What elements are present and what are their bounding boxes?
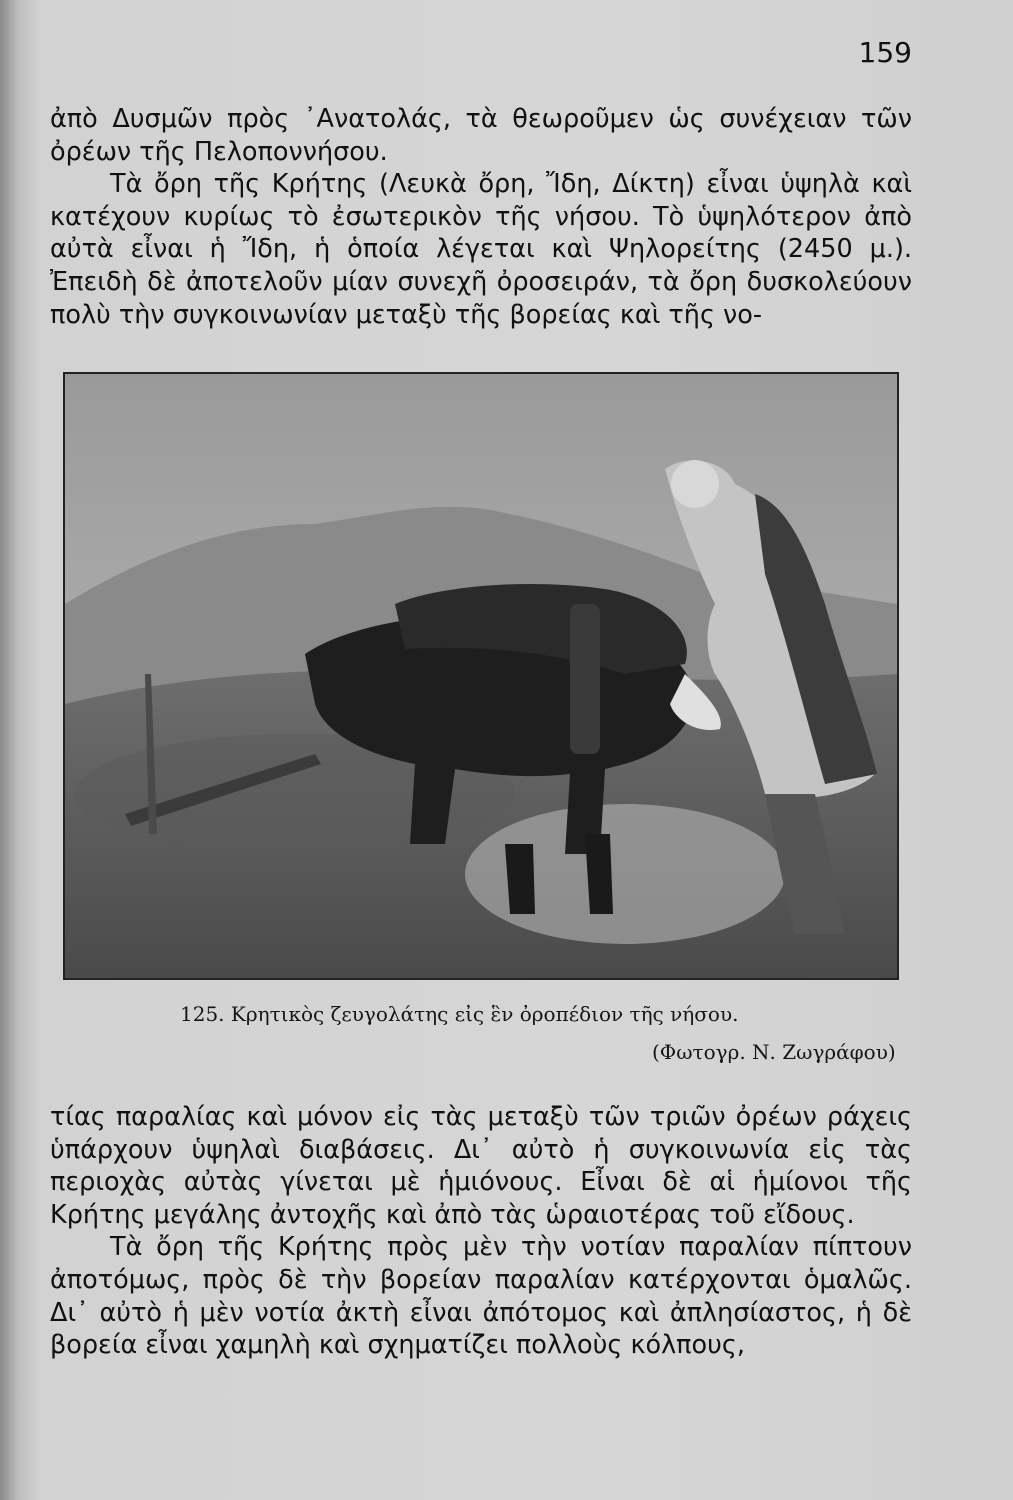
text-block-bottom bbox=[50, 1101, 912, 1362]
paragraph: ἀπὸ Δυσμῶν πρὸς ᾿Ανατολάς, τὰ θεωροῦμεν ὡς συνέχειαν τῶν ὀρέων τῆς Πελοποννήσου. bbox=[50, 104, 912, 167]
text-block-top bbox=[50, 103, 912, 331]
photo-credit: (Φωτογρ. Ν. Ζωγράφου) bbox=[652, 1040, 896, 1064]
photograph-crete-plowman bbox=[63, 372, 899, 980]
photo-illustration bbox=[65, 374, 897, 978]
paragraph: τίας παραλίας καὶ μόνον εἰς τὰς μεταξὺ τῶν τριῶν ὀρέων ράχεις ὑπάρχουν ὑψηλαὶ διαβάσεις. Δι᾿ αὐτὸ ἡ συγκοινωνία εἰς τὰς περιοχὰς αὐτὰς γίνεται μὲ ἡμιόνους. Εἶναι δὲ αἱ ἡμίονοι τῆς Κρήτης μεγάλης ἀντοχῆς καὶ ἀπὸ τὰς ὡραιοτέρας τοῦ εἴδους. bbox=[50, 1102, 912, 1230]
figure-caption: 125. Κρητικὸς ζευγολάτης εἰς ἓν ὀροπέδιον τῆς νήσου. bbox=[180, 1002, 739, 1026]
paragraph: Τὰ ὄρη τῆς Κρήτης πρὸς μὲν τὴν νοτίαν παραλίαν πίπτουν ἀποτόμως, πρὸς δὲ τὴν βορείαν παραλίαν κατέρχονται ὁμαλῶς. Δι᾿ αὐτὸ ἡ μὲν νοτία ἀκτὴ εἶναι ἀπότομος καὶ ἀπλησίαστος, ἡ δὲ βορεία εἶναι χαμηλὴ καὶ σχηματίζει πολλοὺς κόλπους, bbox=[50, 1232, 912, 1361]
page-number: 159 bbox=[858, 36, 912, 69]
paragraph: Τὰ ὄρη τῆς Κρήτης (Λευκὰ ὄρη, Ἴδη, Δίκτη) εἶναι ὑψηλὰ καὶ κατέχουν κυρίως τὸ ἐσωτερικὸν τῆς νήσου. Τὸ ὑψηλότερον ἀπὸ αὐτὰ εἶναι ἡ Ἴδη, ἡ ὁποία λέγεται καὶ Ψηλορείτης (2450 μ.). Ἐπειδὴ δὲ ἀποτελοῦν μίαν συνεχῆ ὀροσειράν, τὰ ὄρη δυσκολεύουν πολὺ τὴν συγκοινωνίαν μεταξὺ τῆς βορείας καὶ τῆς νο- bbox=[50, 169, 912, 330]
